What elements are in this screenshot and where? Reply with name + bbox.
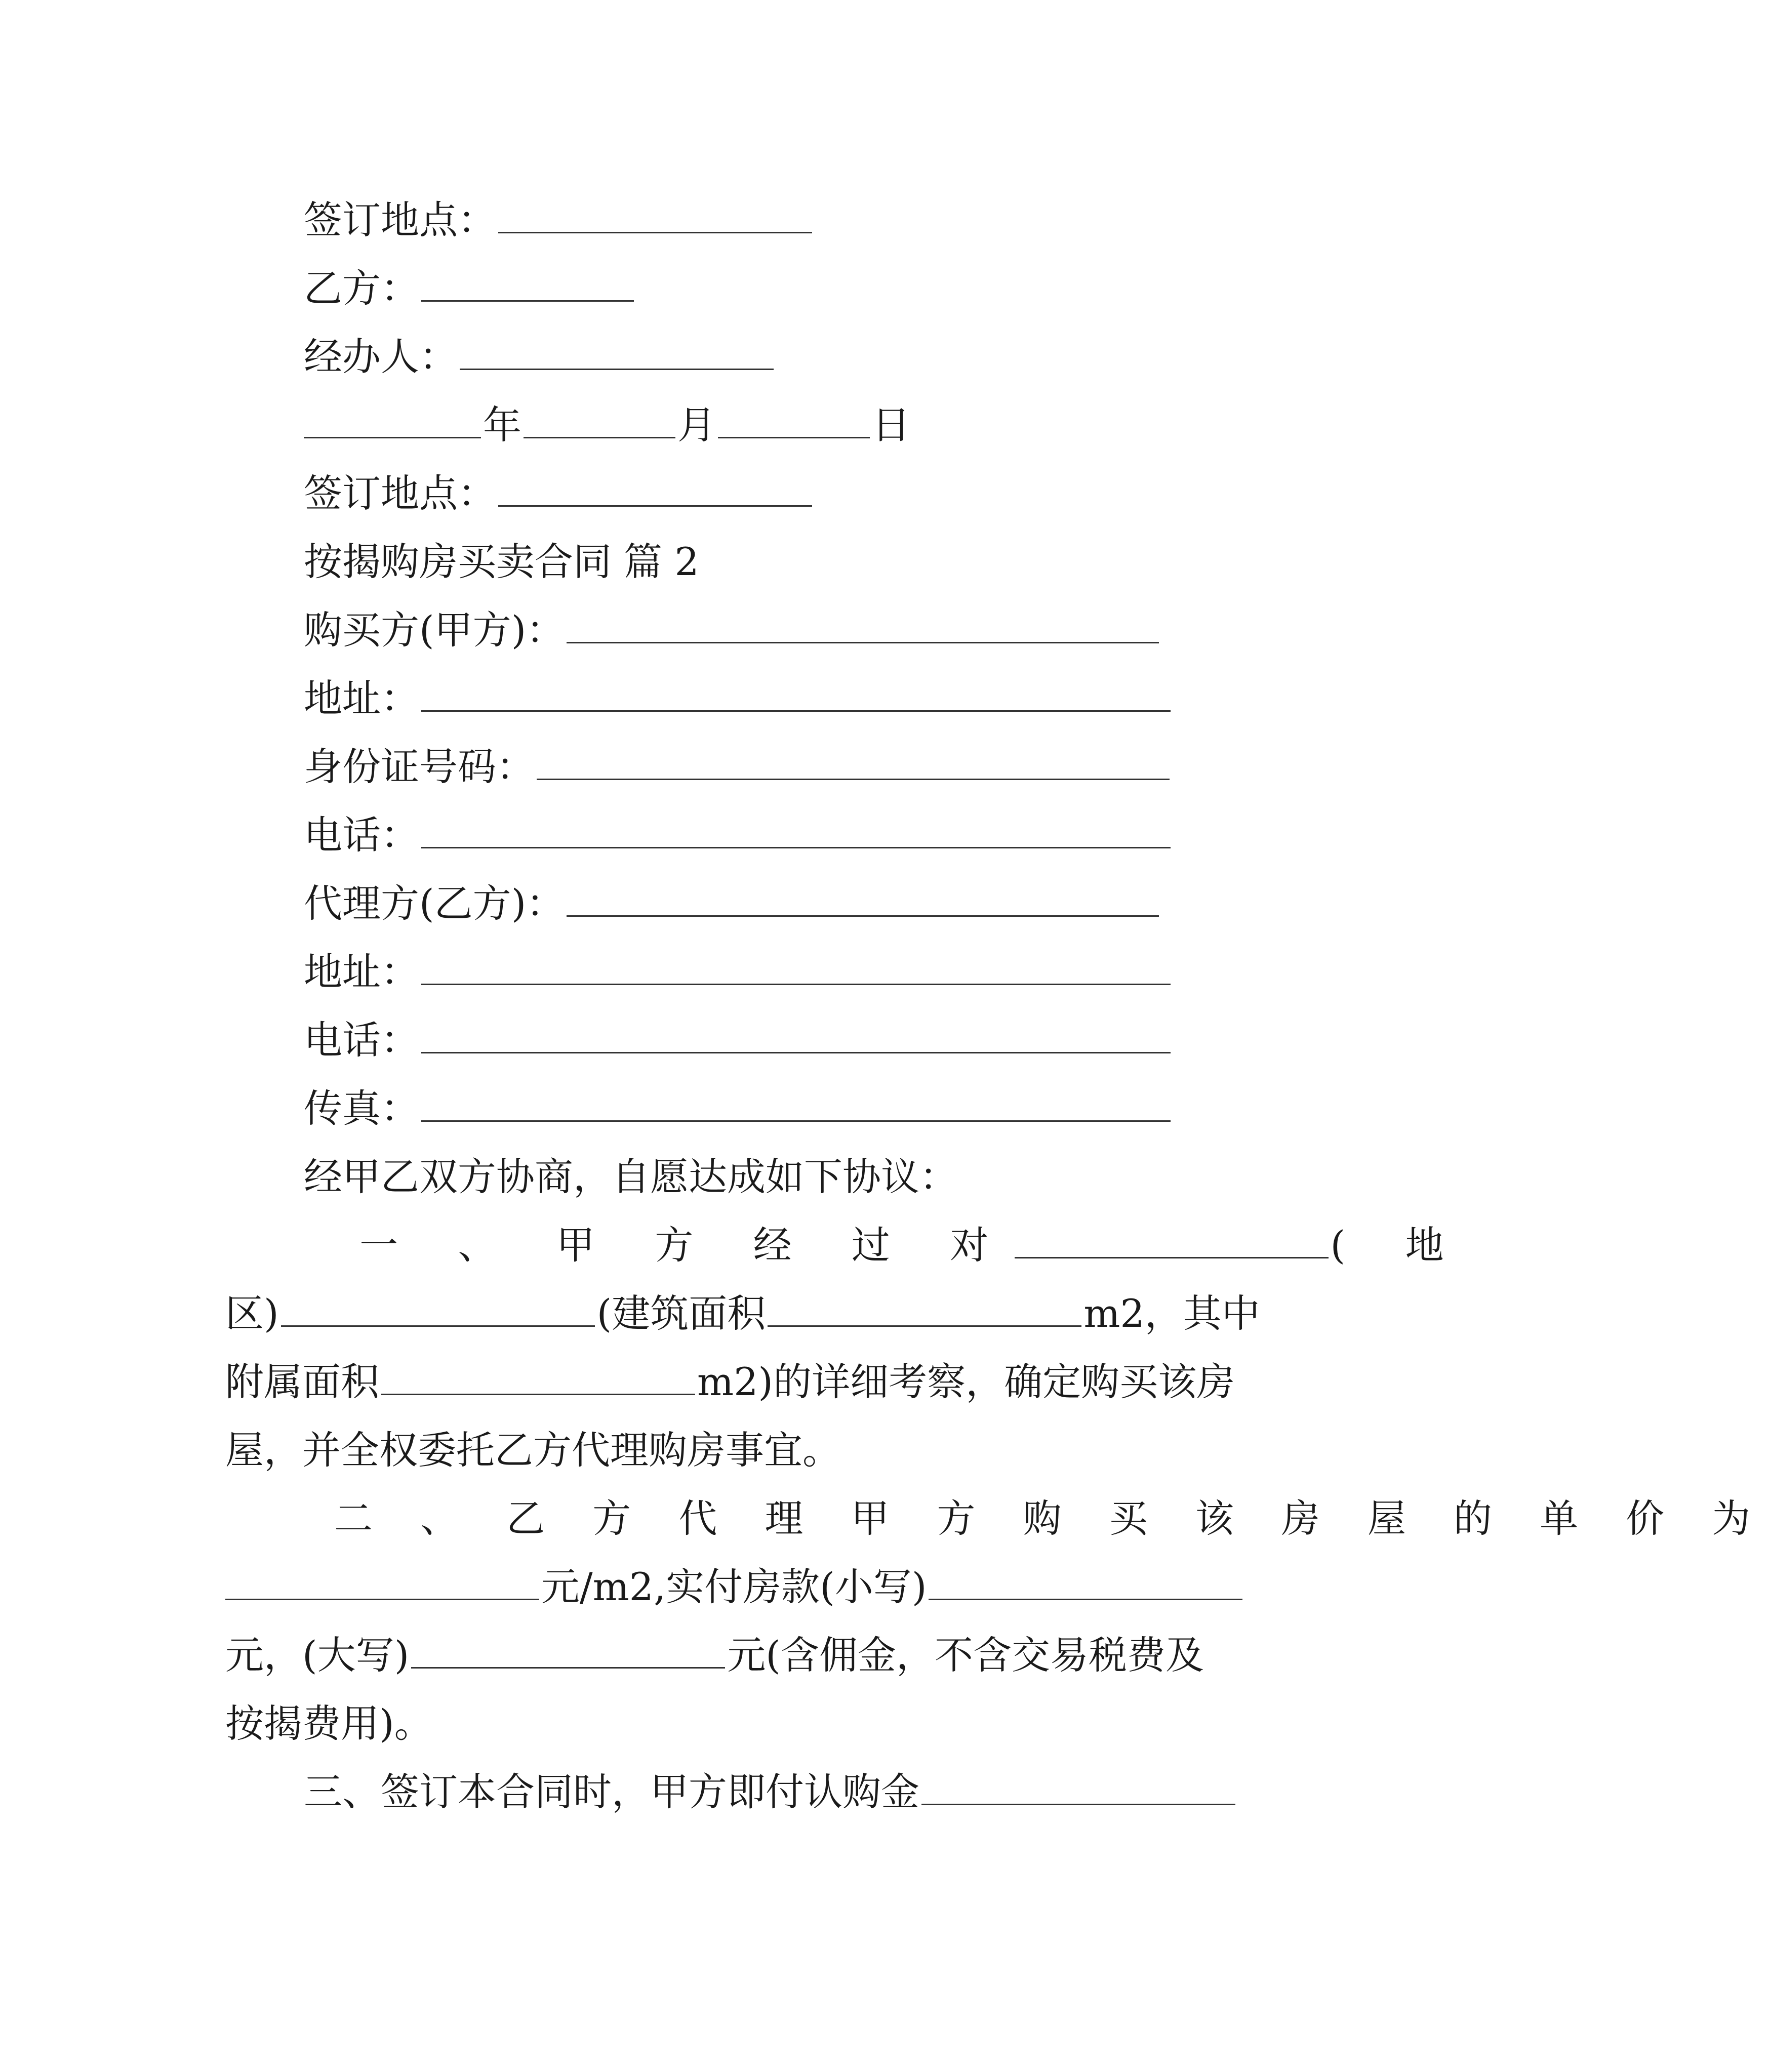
address-label: 地址： [304, 949, 419, 994]
day-blank [718, 401, 870, 438]
sign-place-line-2 [304, 468, 814, 519]
agreement-intro [304, 1152, 958, 1202]
clause2-text: 二 、 乙 方 代 理 甲 方 购 买 该 房 屋 的 单 价 为 [334, 1496, 1768, 1541]
section-heading [304, 537, 699, 587]
clause1-text: ( 地 [1330, 1223, 1468, 1268]
sign-place-line-1 [304, 195, 814, 246]
id-blank [537, 743, 1170, 780]
clause2-text: 元，(大写) [225, 1633, 410, 1678]
id-label: 身份证号码： [304, 744, 535, 789]
day-label: 日 [872, 402, 910, 448]
clause3-text: 三、签订本合同时，甲方即付认购金 [304, 1769, 919, 1814]
clause1-blank [381, 1358, 695, 1395]
buyer-phone-line [304, 810, 1173, 861]
sign-place-label: 签订地点： [304, 471, 496, 516]
phone-blank [421, 811, 1171, 848]
clause1-text: 一 、 甲 方 经 过 对 [359, 1223, 1013, 1268]
address-blank [421, 675, 1171, 712]
date-line [304, 400, 910, 451]
clause2-blank [225, 1563, 539, 1600]
sign-place-label: 签订地点： [304, 197, 496, 242]
clause1-text: m2)的详细考察，确定购买该房 [697, 1359, 1235, 1404]
handler-blank [460, 333, 774, 370]
party-b-label: 乙方： [304, 266, 419, 311]
handler-line [304, 332, 776, 382]
address-blank [421, 948, 1171, 985]
phone-blank [421, 1017, 1171, 1053]
clause1-text: 区) [225, 1291, 279, 1336]
phone-label: 电话： [304, 1018, 419, 1063]
clause2-blank [411, 1632, 725, 1669]
clause1-blank [768, 1290, 1081, 1327]
fax-label: 传真： [304, 1086, 419, 1131]
clause1-line1 [359, 1220, 1468, 1271]
buyer-address-line [304, 673, 1173, 724]
agent-address-line [304, 947, 1173, 997]
agreement-intro-text: 经甲乙双方协商，自愿达成如下协议： [304, 1154, 958, 1199]
agent-phone-line [304, 1015, 1173, 1066]
agent-line [304, 878, 1161, 929]
clause2-line2 [225, 1562, 1244, 1612]
agent-fax-line [304, 1083, 1173, 1134]
month-label: 月 [677, 402, 716, 448]
clause2-text: 元/m2,实付房款(小写) [541, 1564, 927, 1609]
clause1-text: 屋，并全权委托乙方代理购房事宜。 [225, 1428, 841, 1473]
clause2-line3 [225, 1630, 1204, 1681]
clause2-line1 [334, 1493, 1768, 1544]
fax-blank [421, 1085, 1171, 1122]
year-blank [304, 401, 481, 438]
buyer-id-line [304, 742, 1172, 792]
year-label: 年 [483, 402, 521, 448]
party-b-blank [421, 265, 634, 302]
clause1-text: 附属面积 [225, 1359, 379, 1404]
clause1-line3 [225, 1357, 1235, 1407]
phone-label: 电话： [304, 812, 419, 858]
clause1-line2 [225, 1288, 1260, 1339]
clause2-text: 按揭费用)。 [225, 1701, 433, 1746]
party-b-line [304, 263, 636, 314]
buyer-label: 购买方(甲方)： [304, 607, 565, 653]
clause1-blank [1015, 1222, 1329, 1258]
clause2-line4 [225, 1698, 433, 1749]
month-blank [524, 401, 675, 438]
handler-label: 经办人： [304, 334, 458, 379]
address-label: 地址： [304, 676, 419, 721]
sign-place-blank [498, 196, 812, 233]
buyer-line [304, 605, 1161, 656]
agent-blank [567, 880, 1159, 917]
clause1-text: m2，其中 [1083, 1291, 1260, 1336]
clause2-blank [929, 1563, 1242, 1600]
clause1-line4 [225, 1425, 841, 1476]
clause1-blank [281, 1290, 595, 1327]
clause3-blank [921, 1768, 1235, 1805]
agent-label: 代理方(乙方)： [304, 881, 565, 926]
clause1-text: (建筑面积 [596, 1291, 766, 1336]
sign-place-blank [498, 470, 812, 507]
clause3-line1 [304, 1767, 1237, 1817]
buyer-blank [567, 606, 1159, 643]
heading-text: 按揭购房买卖合同 篇 2 [304, 539, 699, 584]
clause2-text: 元(含佣金，不含交易税费及 [727, 1633, 1204, 1678]
